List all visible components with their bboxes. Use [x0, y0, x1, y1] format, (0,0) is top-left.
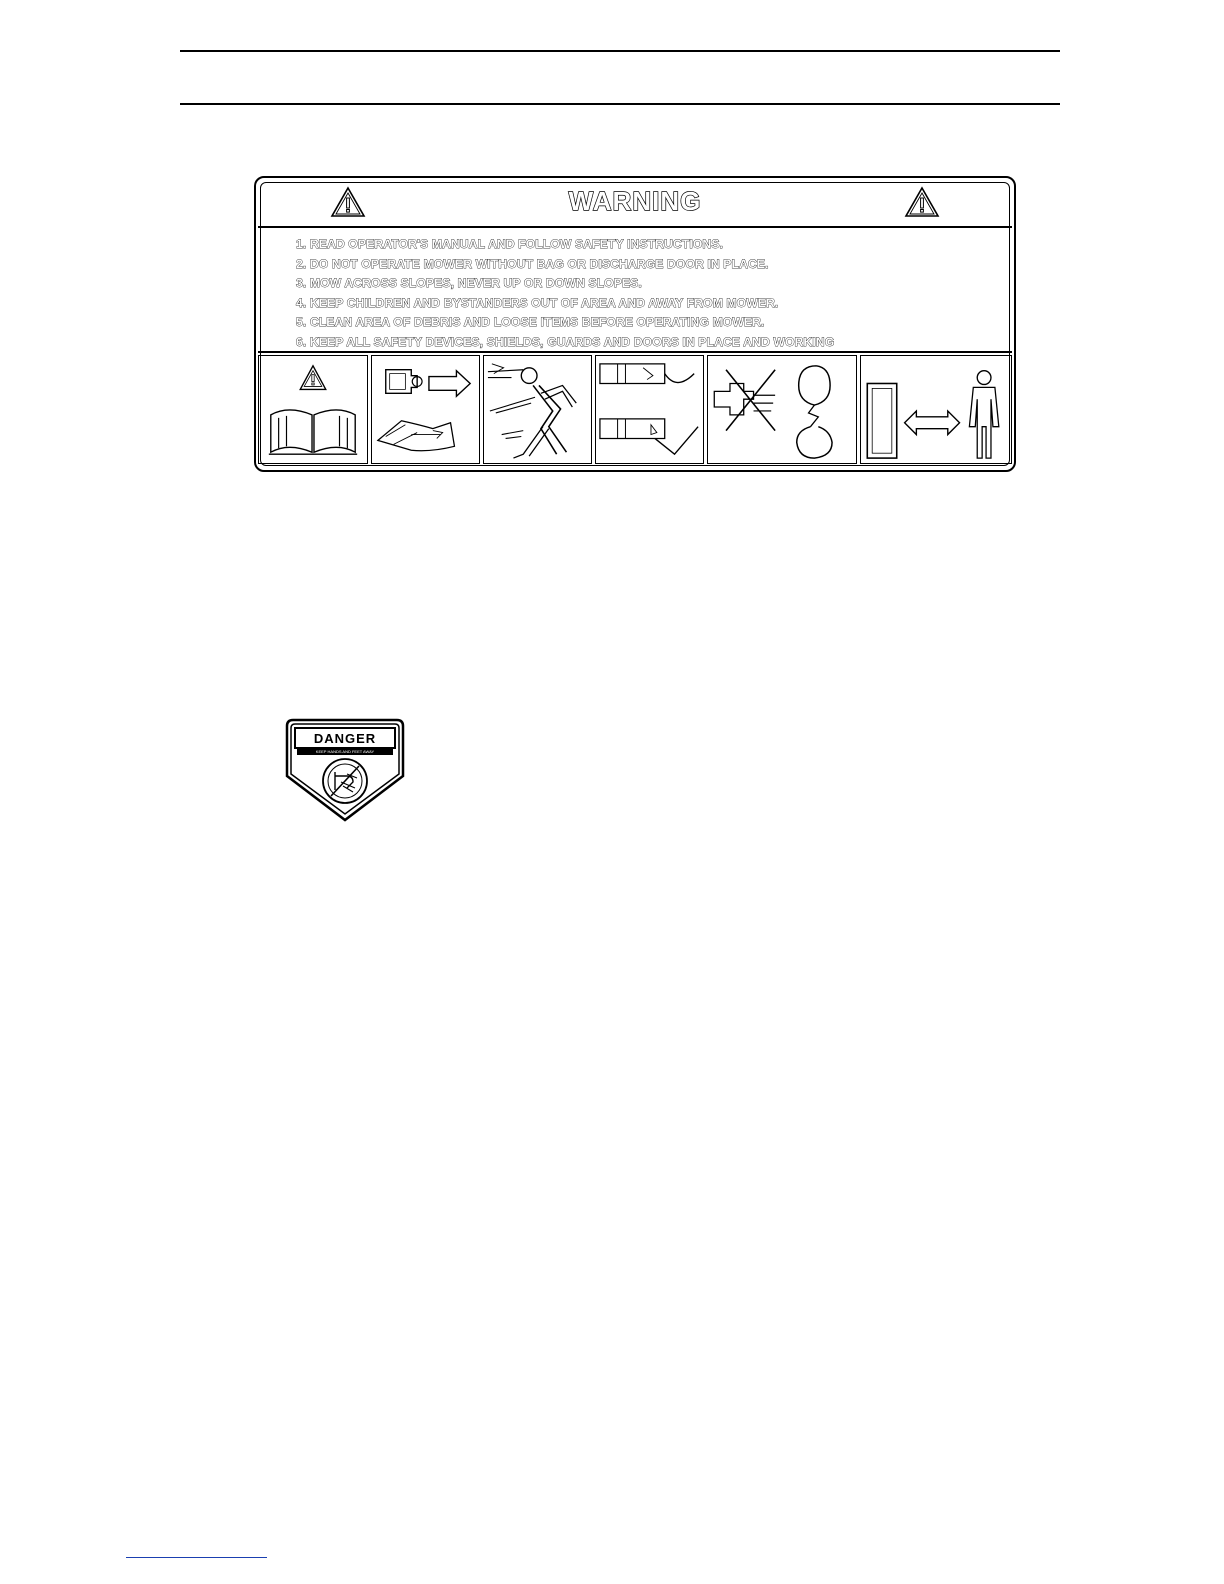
- slope-icon: [595, 355, 704, 464]
- warning-instructions: [296, 235, 996, 353]
- warning-text-divider: [258, 351, 1012, 353]
- shield-guard-icon: [707, 355, 857, 464]
- instruction-item: 4. KEEP CHILDREN AND BYSTANDERS OUT OF AREA AND AWAY FROM MOWER.: [296, 295, 779, 310]
- danger-decal: [281, 718, 409, 822]
- warning-triangle-icon: [904, 186, 940, 218]
- danger-title: DANGER: [313, 731, 377, 746]
- warning-decal-header: [258, 180, 1012, 226]
- instruction-item: 1. READ OPERATOR'S MANUAL AND FOLLOW SAFETY INSTRUCTIONS.: [296, 237, 724, 251]
- footnote-separator: [126, 1557, 267, 1558]
- keep-distance-icon: [860, 355, 1012, 464]
- instruction-item: 2. DO NOT OPERATE MOWER WITHOUT BAG OR DISCHARGE DOOR IN PLACE.: [296, 256, 769, 271]
- header-rule-bottom: [180, 103, 1060, 105]
- thrown-objects-icon: [483, 355, 592, 464]
- instruction-item: 3. MOW ACROSS SLOPES, NEVER UP OR DOWN SLOPES.: [296, 276, 642, 291]
- danger-subtitle: KEEP HANDS AND FEET AWAY: [315, 749, 375, 754]
- warning-header-divider: [258, 226, 1012, 228]
- header-rule-top: [180, 50, 1060, 52]
- warning-title: WARNING: [568, 186, 702, 216]
- remove-debris-icon: [371, 355, 480, 464]
- read-manual-icon: [258, 355, 368, 464]
- instruction-item: 5. CLEAN AREA OF DEBRIS AND LOOSE ITEMS BEFORE OPERATING MOWER.: [296, 315, 765, 330]
- instruction-item: 6. KEEP ALL SAFETY DEVICES, SHIELDS, GUARDS AND DOORS IN PLACE AND WORKING: [296, 334, 835, 349]
